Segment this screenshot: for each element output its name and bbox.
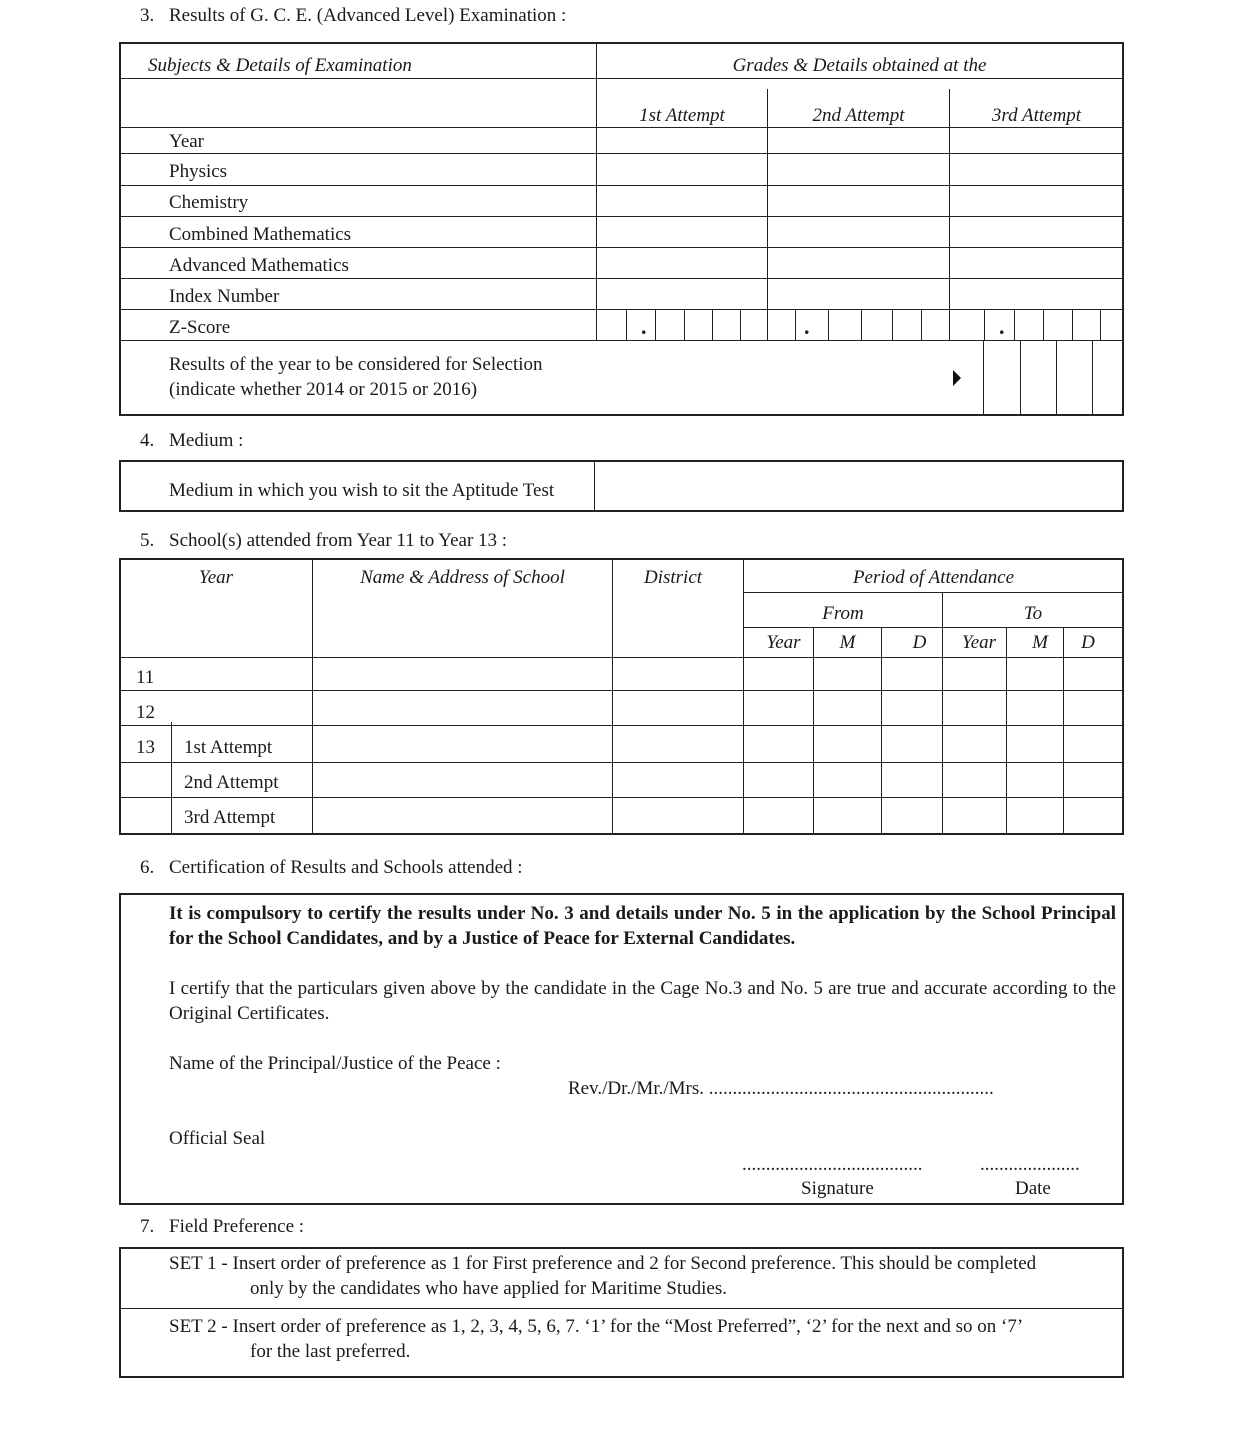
row-label-advanced-mathematics: Advanced Mathematics [169, 255, 349, 276]
zscore-box-divider [712, 309, 713, 340]
attempt-1-header: 1st Attempt [639, 105, 725, 126]
medium-label: Medium in which you wish to sit the Aptitude Test [169, 480, 555, 501]
zscore-box-divider [921, 309, 922, 340]
date-label: Date [1015, 1178, 1051, 1199]
table-rule [119, 340, 1124, 341]
table-rule [119, 657, 1124, 658]
col-header-year: Year [198, 567, 234, 588]
date-field[interactable]: ..................... [980, 1154, 1080, 1175]
certifier-name-label: Name of the Principal/Justice of the Peace : [169, 1053, 501, 1074]
section4-number: 4. [140, 430, 155, 451]
table-rule [119, 278, 1124, 279]
section4-title: Medium : [169, 430, 244, 451]
row-label-year: Year [169, 131, 205, 152]
section7-title: Field Preference : [169, 1216, 305, 1237]
set1-instruction-cont: only by the candidates who have applied for Maritime Studies. [250, 1278, 727, 1299]
sub-col-to-month: M [1032, 632, 1048, 653]
zscore-box-divider [828, 309, 829, 340]
grades-header: Grades & Details obtained at the [732, 55, 987, 76]
certifier-name-field[interactable]: Rev./Dr./Mr./Mrs. ............................................................ [568, 1078, 994, 1099]
official-seal-label: Official Seal [169, 1128, 266, 1149]
table-rule [744, 627, 1123, 628]
zscore-box-divider [655, 309, 656, 340]
school-row-attempt: 3rd Attempt [184, 807, 276, 828]
section6-title: Certification of Results and Schools attended : [169, 857, 523, 878]
col-header-from: From [822, 603, 864, 624]
sub-col-from-month: M [839, 632, 856, 653]
table-rule [119, 153, 1124, 154]
subjects-header: Subjects & Details of Examination [148, 55, 412, 76]
set2-instruction-cont: for the last preferred. [250, 1341, 411, 1362]
zscore-box-divider [892, 309, 893, 340]
col-header-district: District [643, 567, 703, 588]
row-label-physics: Physics [169, 161, 228, 182]
zscore-box-divider [1100, 309, 1101, 340]
selection-year-hint: (indicate whether 2014 or 2015 or 2016) [169, 379, 478, 400]
pointer-arrow-icon [953, 370, 961, 386]
table-rule [594, 460, 595, 512]
table-rule [596, 42, 597, 340]
sub-col-to-day: D [1081, 632, 1095, 653]
table-rule [119, 1308, 1124, 1309]
zscore-decimal-point: . [999, 314, 1005, 339]
table-rule [119, 797, 1124, 798]
school-row-year: 13 [136, 737, 155, 758]
col-header-school: Name & Address of School [360, 567, 565, 588]
zscore-box-divider [626, 309, 627, 340]
table-rule [813, 627, 814, 835]
table-rule [881, 627, 882, 835]
school-row-year: 11 [136, 667, 155, 688]
zscore-box-divider [861, 309, 862, 340]
row-label-chemistry: Chemistry [169, 192, 249, 213]
table-rule [743, 558, 744, 835]
table-rule [119, 127, 1124, 128]
table-rule [612, 558, 613, 835]
sub-col-to-year: Year [961, 632, 997, 653]
year-box-divider [983, 340, 984, 416]
table-rule [949, 89, 950, 340]
set2-instruction: SET 2 - Insert order of preference as 1, 2, 3, 4, 5, 6, 7. ‘1’ for the “Most Preferred”, ‘2’ for the next and so on ‘7’ [169, 1316, 1024, 1337]
table-rule [119, 690, 1124, 691]
signature-field[interactable]: ...................................... [742, 1154, 923, 1175]
school-row-attempt: 1st Attempt [184, 737, 273, 758]
zscore-decimal-point: . [641, 314, 647, 339]
table-rule [744, 592, 1123, 593]
set1-instruction: SET 1 - Insert order of preference as 1 for First preference and 2 for Second preference. This should be completed [169, 1253, 1037, 1274]
zscore-decimal-point: . [804, 314, 810, 339]
schools-table [119, 558, 1124, 835]
zscore-box-divider [795, 309, 796, 340]
col-header-to: To [1023, 603, 1043, 624]
sub-col-from-day: D [912, 632, 927, 653]
section3-number: 3. [140, 5, 155, 26]
year-box-divider [1020, 340, 1021, 416]
zscore-box-divider [1043, 309, 1044, 340]
school-row-attempt: 2nd Attempt [184, 772, 279, 793]
table-rule [1063, 627, 1064, 835]
section7-number: 7. [140, 1216, 155, 1237]
table-rule [171, 722, 172, 835]
table-rule [119, 216, 1124, 217]
section5-title: School(s) attended from Year 11 to Year 13 : [169, 530, 508, 551]
table-rule [767, 89, 768, 340]
section3-title: Results of G. C. E. (Advanced Level) Examination : [169, 5, 567, 26]
row-label-index-number: Index Number [169, 286, 280, 307]
table-rule [119, 309, 1124, 310]
attempt-3-header: 3rd Attempt [991, 105, 1082, 126]
table-rule [119, 185, 1124, 186]
zscore-box-divider [1014, 309, 1015, 340]
section6-number: 6. [140, 857, 155, 878]
table-rule [1006, 627, 1007, 835]
table-rule [942, 592, 943, 835]
table-rule [119, 247, 1124, 248]
certification-requirement-note: It is compulsory to certify the results under No. 3 and details under No. 5 in the application by the School Principal for the School Candidates, and by a Justice of Peace for External Candidates. [169, 903, 1116, 949]
certification-statement: I certify that the particulars given above by the candidate in the Cage No.3 and No. 5 are true and accurate according to the Original Certificates. [169, 978, 1116, 1024]
col-header-period: Period of Attendance [852, 567, 1015, 588]
zscore-box-divider [684, 309, 685, 340]
zscore-box-divider [984, 309, 985, 340]
row-label-combined-mathematics: Combined Mathematics [169, 224, 352, 245]
section5-number: 5. [140, 530, 155, 551]
school-row-year: 12 [136, 702, 155, 723]
zscore-box-divider [740, 309, 741, 340]
sub-col-from-year: Year [766, 632, 801, 653]
year-box-divider [1056, 340, 1057, 416]
table-rule [312, 558, 313, 835]
table-rule [119, 725, 1124, 726]
selection-year-label: Results of the year to be considered for Selection [169, 354, 543, 375]
year-box-divider [1092, 340, 1093, 416]
row-label-z-score: Z-Score [169, 317, 231, 338]
signature-label: Signature [801, 1178, 874, 1199]
table-rule [119, 78, 1124, 79]
table-rule [119, 762, 1124, 763]
zscore-box-divider [1072, 309, 1073, 340]
attempt-2-header: 2nd Attempt [812, 105, 905, 126]
